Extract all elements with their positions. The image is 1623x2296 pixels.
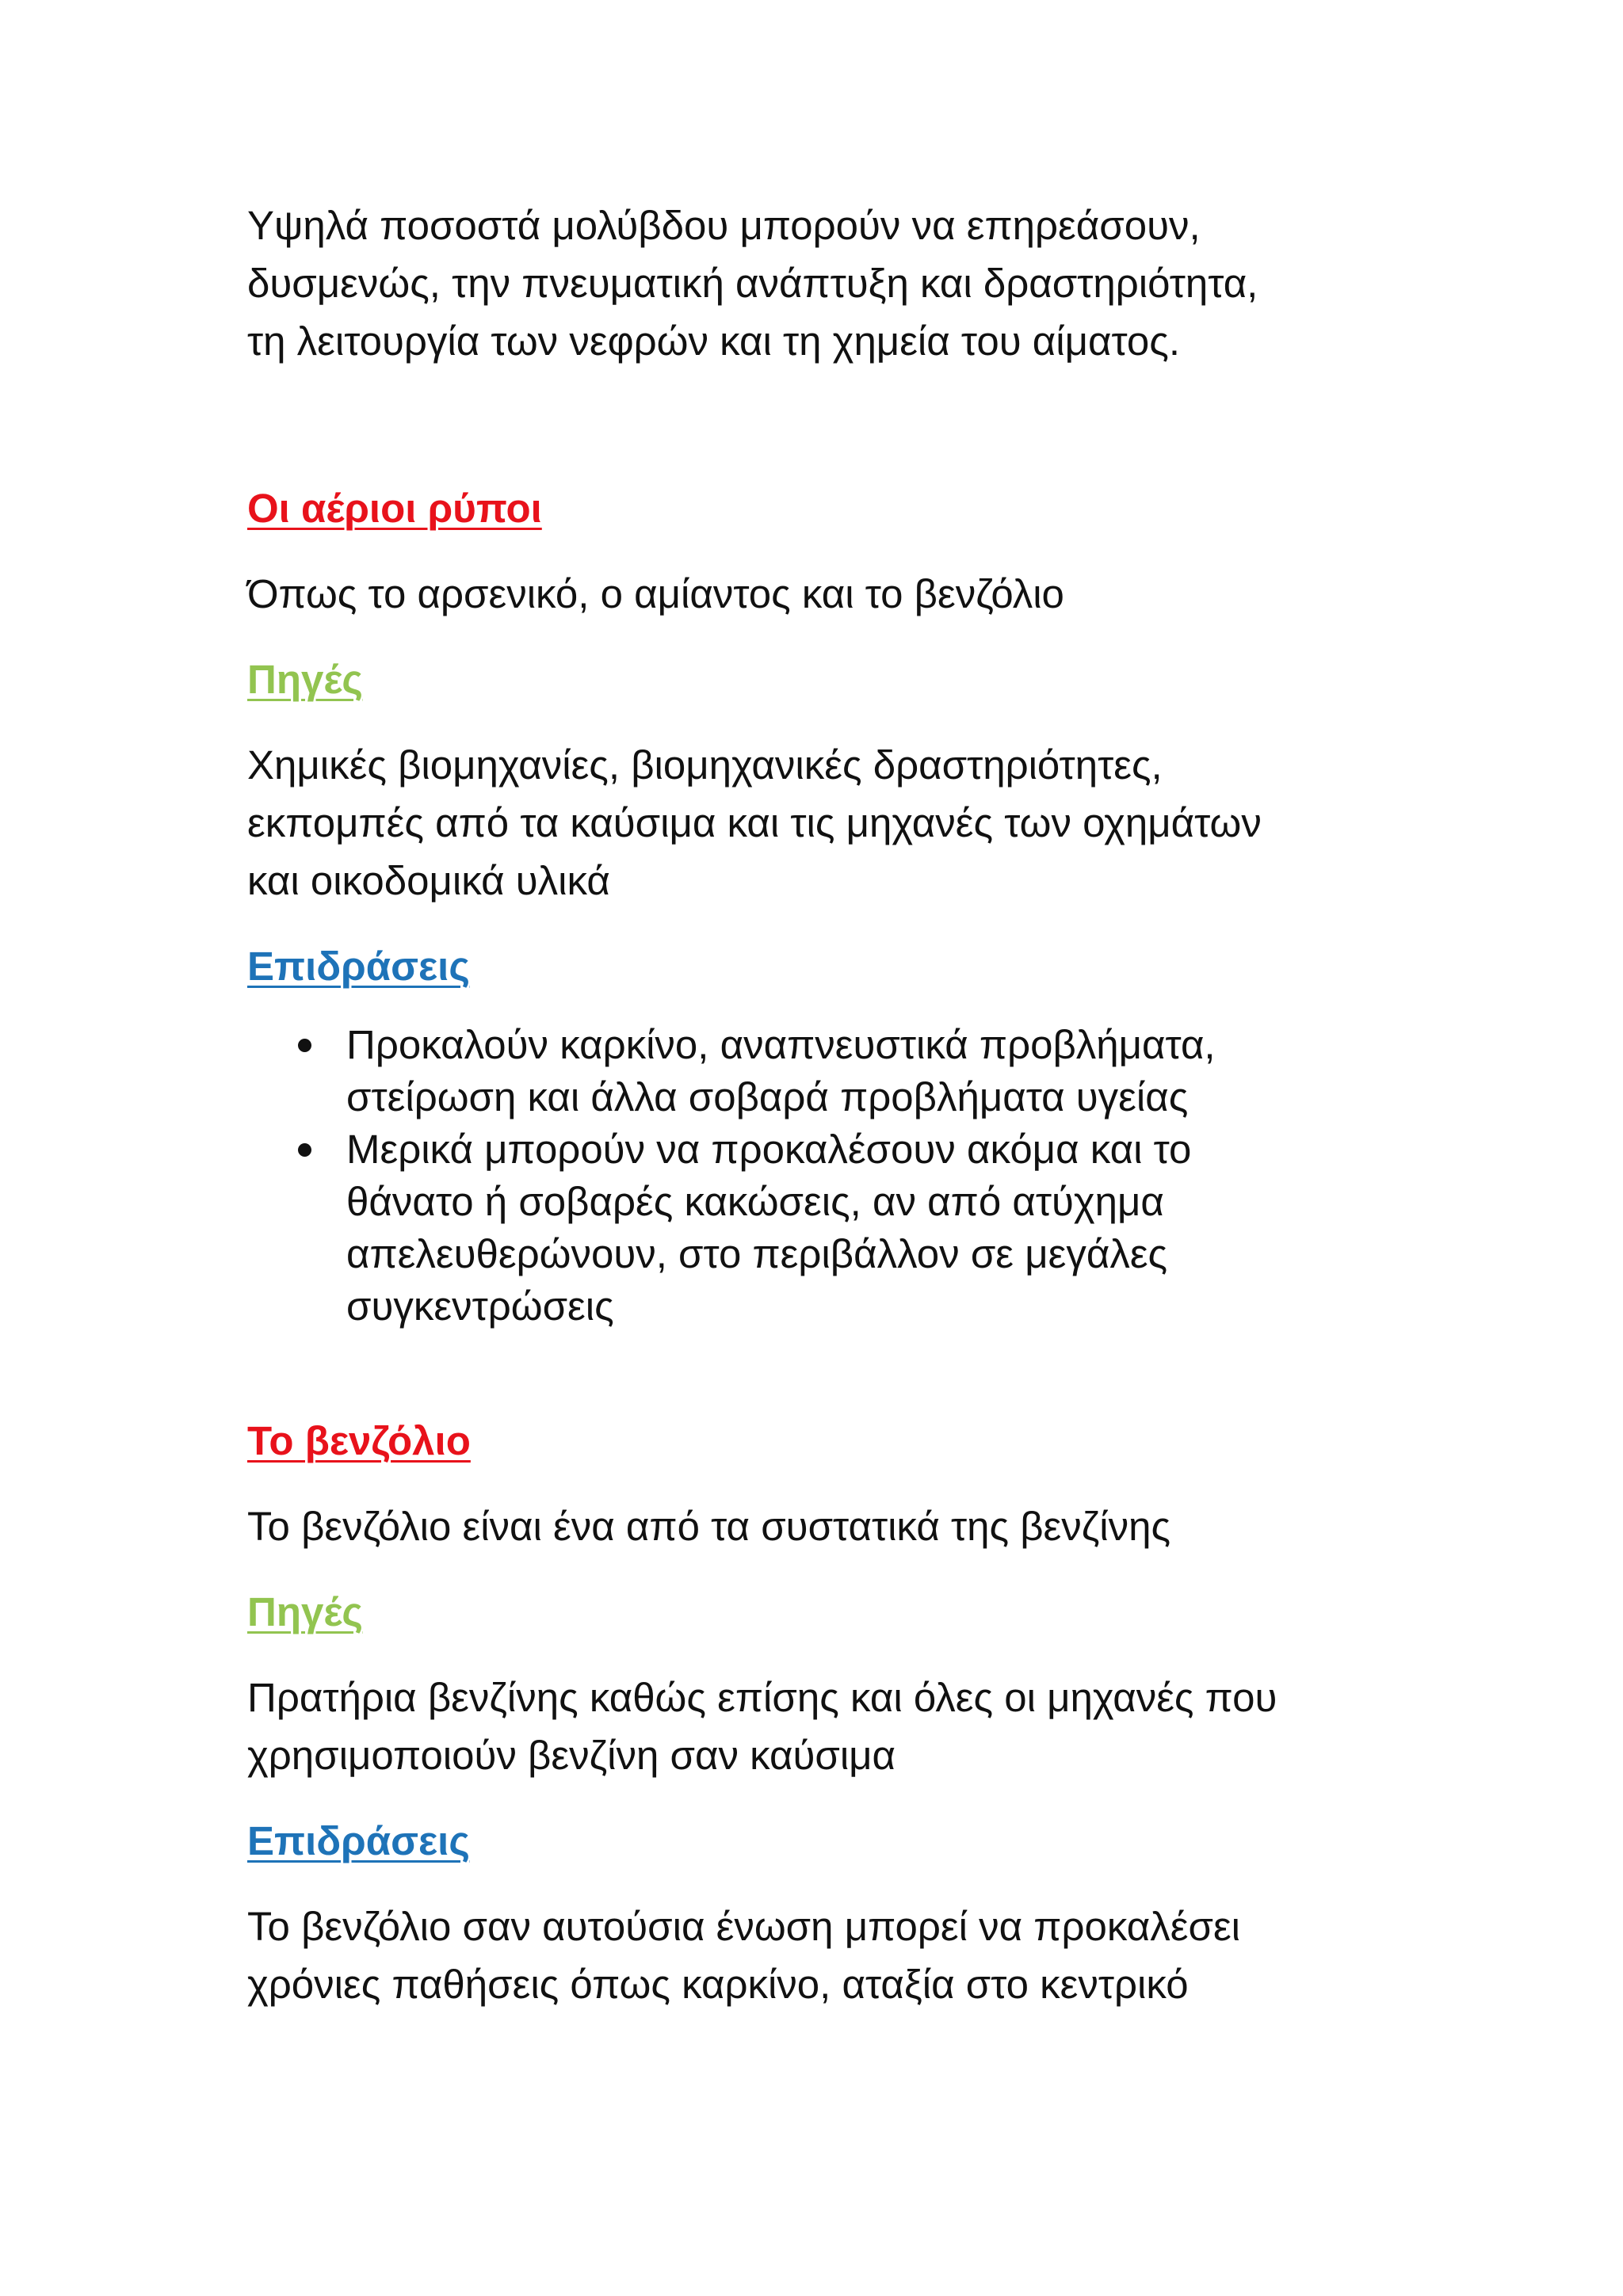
bullet-dot-icon bbox=[298, 1143, 311, 1157]
air-pollutants-effects-list bbox=[247, 1019, 1420, 1333]
list-item bbox=[247, 1123, 1420, 1333]
air-pollutants-sources-heading[interactable]: Πηγές bbox=[247, 657, 363, 702]
benzene-sources-heading[interactable]: Πηγές bbox=[247, 1589, 363, 1634]
benzene-effects-text: Το βενζόλιο σαν αυτούσια ένωση μπορεί να προκαλέσει χρόνιες παθήσεις όπως καρκίνο, αταξία στο κεντρικό bbox=[247, 1904, 1241, 2007]
air-pollutants-sources-text: Χημικές βιομηχανίες, βιομηχανικές δραστηριότητες, εκπομπές από τα καύσιμα και τις μηχανές των οχημάτων και οικοδομικά υλικά bbox=[247, 742, 1262, 903]
air-pollutants-effects-heading[interactable]: Επιδράσεις bbox=[247, 944, 470, 989]
bullet-dot-icon bbox=[298, 1039, 311, 1052]
list-item-text: Προκαλούν καρκίνο, αναπνευστικά προβλήματα, στείρωση και άλλα σοβαρά προβλήματα υγείας bbox=[346, 1022, 1216, 1119]
list-item-text: Μερικά μπορούν να προκαλέσουν ακόμα και το θάνατο ή σοβαρές κακώσεις, αν από ατύχημα απελευθερώνουν, στο περιβάλλον σε μεγάλες συγκεντρώσεις bbox=[346, 1127, 1192, 1329]
list-item bbox=[247, 1019, 1420, 1123]
document-content bbox=[247, 196, 1420, 2013]
benzene-effects-heading[interactable]: Επιδράσεις bbox=[247, 1818, 470, 1863]
air-pollutants-description: Όπως το αρσενικό, ο αμίαντος και το βενζόλιο bbox=[247, 571, 1064, 616]
intro-paragraph: Υψηλά ποσοστά μολύβδου μπορούν να επηρεάσουν, δυσμενώς, την πνευματική ανάπτυξη και δραστηριότητα, τη λειτουργία των νεφρών και τη χημεία του αίματος. bbox=[247, 203, 1258, 364]
benzene-description: Το βενζόλιο είναι ένα από τα συστατικά της βενζίνης bbox=[247, 1504, 1171, 1549]
benzene-sources-text: Πρατήρια βενζίνης καθώς επίσης και όλες οι μηχανές που χρησιμοποιούν βενζίνη σαν καύσιμα bbox=[247, 1675, 1277, 1778]
benzene-heading[interactable]: Το βενζόλιο bbox=[247, 1418, 471, 1463]
air-pollutants-heading[interactable]: Οι αέριοι ρύποι bbox=[247, 486, 542, 531]
